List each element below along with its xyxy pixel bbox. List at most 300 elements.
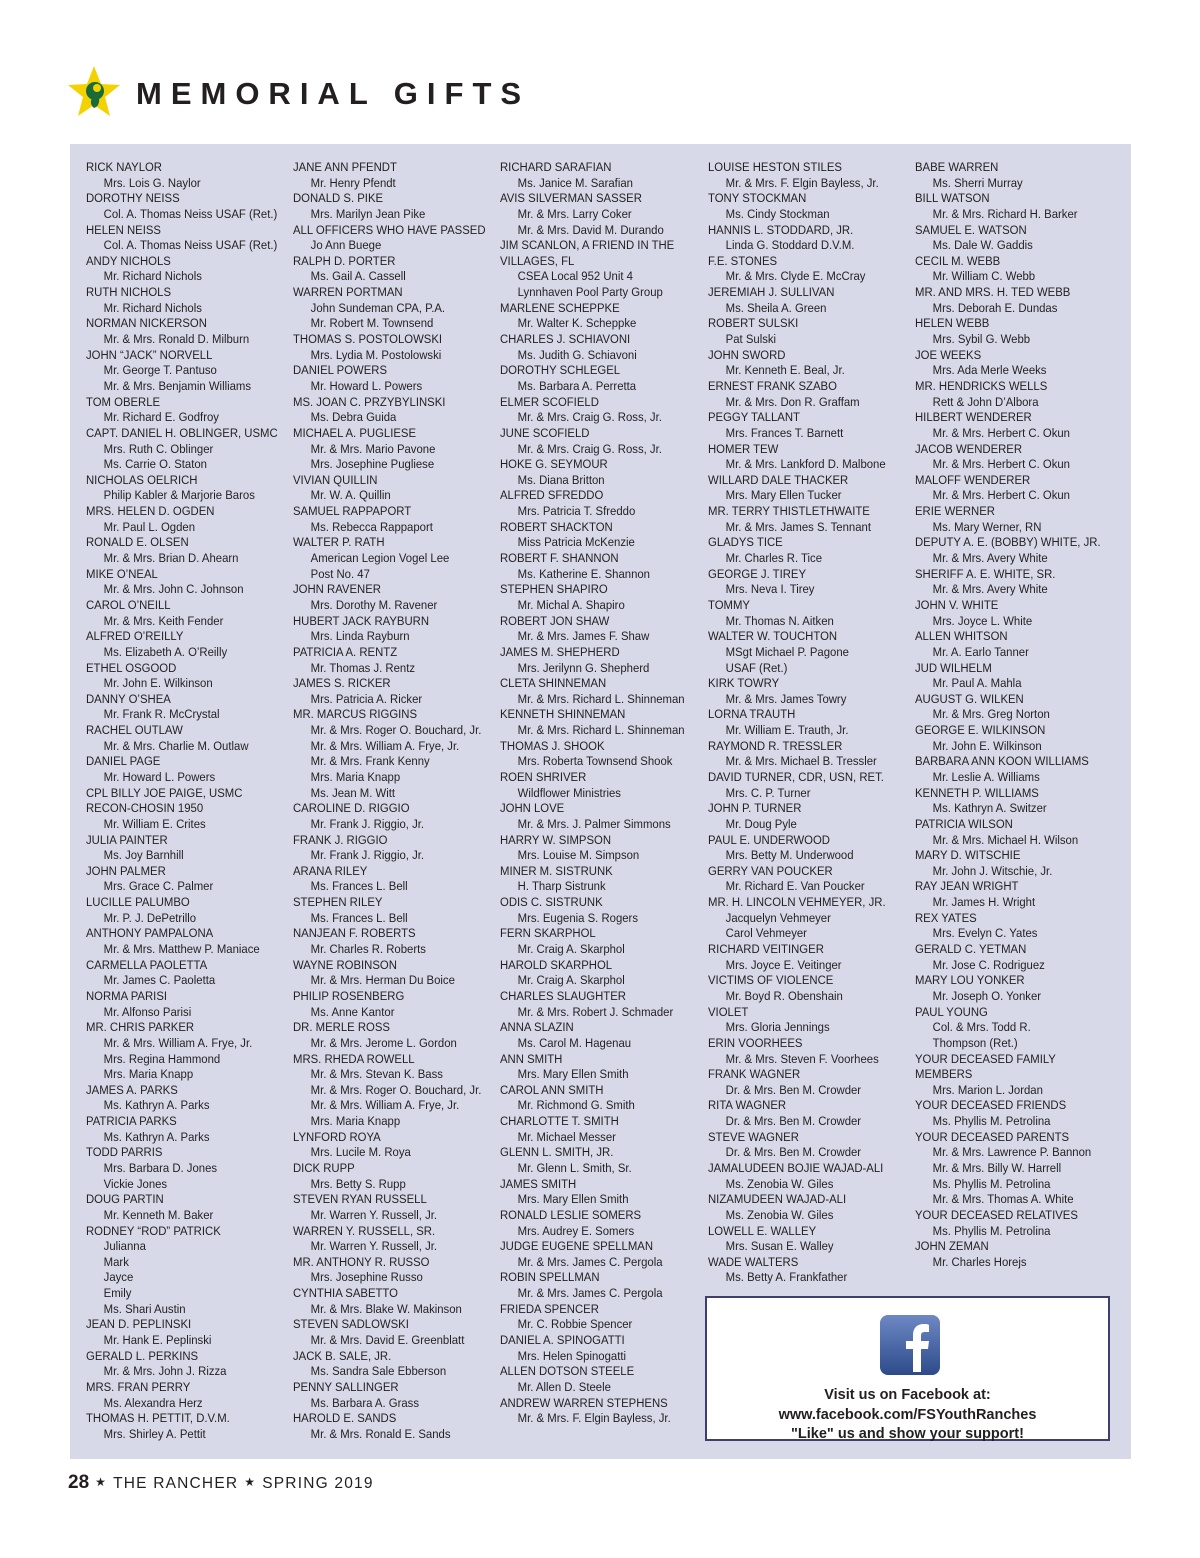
donor-name: Mr. & Mrs. Herman Du Boice bbox=[310, 973, 455, 988]
donor-name: Mr. Hank E. Peplinski bbox=[103, 1333, 212, 1348]
donor-name: Mr. John E. Wilkinson bbox=[103, 676, 213, 691]
donor-name: Mr. & Mrs. Michael H. Wilson bbox=[932, 832, 1079, 847]
page-number: 28 bbox=[68, 1472, 90, 1493]
donor-name: Mrs. Sybil G. Webb bbox=[932, 332, 1031, 347]
honoree-name: HARRY W. SIMPSON bbox=[500, 832, 612, 847]
donor-name: Mrs. Helen Spinogatti bbox=[517, 1348, 627, 1363]
donor-name: Mr. & Mrs. Herbert C. Okun bbox=[932, 457, 1070, 472]
honoree-name: JEREMIAH J. SULLIVAN bbox=[708, 285, 835, 300]
honoree-name: RAYMOND R. TRESSLER bbox=[708, 738, 843, 753]
honoree-name: HUBERT JACK RAYBURN bbox=[293, 613, 430, 628]
honoree-name: ROBERT F. SHANNON bbox=[500, 551, 619, 566]
honoree-name: PHILIP ROSENBERG bbox=[293, 988, 405, 1003]
donor-name: Rett & John D’Albora bbox=[932, 394, 1039, 409]
honoree-name: JOHN LOVE bbox=[500, 801, 565, 816]
donor-name: Mrs. Barbara D. Jones bbox=[103, 1161, 218, 1175]
honoree-name: NANJEAN F. ROBERTS bbox=[293, 926, 416, 941]
honoree-name: NIZAMUDEEN WAJAD-ALI bbox=[708, 1192, 847, 1207]
donor-name: Mr. George T. Pantuso bbox=[103, 363, 217, 378]
donor-name: Mrs. Patricia A. Ricker bbox=[310, 691, 423, 706]
memorial-column-2 bbox=[293, 160, 500, 1443]
donor-name: Mr. & Mrs. Steven F. Voorhees bbox=[725, 1051, 879, 1066]
donor-name: Mr. & Mrs. Blake W. Makinson bbox=[310, 1301, 462, 1316]
donor-name: Mrs. Louise M. Simpson bbox=[517, 848, 640, 863]
honoree-name: RICHARD VEITINGER bbox=[708, 942, 824, 957]
facebook-promo-box bbox=[705, 1296, 1110, 1441]
honoree-name: LUCILLE PALUMBO bbox=[86, 895, 190, 910]
donor-name: Mr. Howard L. Powers bbox=[103, 769, 216, 784]
donor-name: Mrs. Eugenia S. Rogers bbox=[517, 910, 639, 925]
honoree-name: MINER M. SISTRUNK bbox=[500, 863, 613, 878]
honoree-name: CHARLES J. SCHIAVONI bbox=[500, 332, 631, 347]
honoree-name: JOHN P. TURNER bbox=[708, 801, 802, 816]
donor-name: Mr. Michael Messer bbox=[517, 1129, 616, 1144]
donor-name: Mrs. Lydia M. Postolowski bbox=[310, 347, 442, 362]
donor-name: Mr. P. J. DePetrillo bbox=[103, 910, 197, 925]
donor-name: Mrs. Betty S. Rupp bbox=[310, 1176, 406, 1191]
honoree-name: JOHN ZEMAN bbox=[915, 1239, 989, 1254]
honoree-name: PATRICIA PARKS bbox=[86, 1114, 177, 1129]
donor-name: Jo Ann Buege bbox=[310, 238, 382, 253]
donor-name: Mrs. Mary Ellen Tucker bbox=[725, 488, 842, 503]
donor-name: Ms. Kathryn A. Parks bbox=[103, 1129, 210, 1144]
honoree-name: ALL OFFICERS WHO HAVE PASSED bbox=[293, 222, 486, 237]
donor-name: Post No. 47 bbox=[310, 566, 370, 581]
honoree-name: HILBERT WENDERER bbox=[915, 410, 1032, 425]
honoree-name: JAMES A. PARKS bbox=[86, 1082, 178, 1097]
donor-name: Mr. & Mrs. Matthew P. Maniace bbox=[103, 942, 260, 957]
honoree-name: HAROLD SKARPHOL bbox=[500, 957, 613, 972]
donor-name: Mr. & Mrs. Benjamin Williams bbox=[103, 378, 252, 393]
donor-name: Carol Vehmeyer bbox=[725, 926, 807, 941]
donor-name: Mr. Thomas N. Aitken bbox=[725, 613, 834, 628]
donor-name: Mr. Charles R. Tice bbox=[725, 551, 823, 566]
honoree-name: WADE WALTERS bbox=[708, 1254, 799, 1269]
honoree-name: CHARLOTTE T. SMITH bbox=[500, 1114, 619, 1129]
donor-name: Mr. Boyd R. Obenshain bbox=[725, 988, 843, 1003]
honoree-name: HOKE G. SEYMOUR bbox=[500, 457, 608, 472]
honoree-name: JANE ANN PFENDT bbox=[293, 160, 397, 174]
honoree-name: NORMA PARISI bbox=[86, 988, 168, 1003]
honoree-name: TONY STOCKMAN bbox=[708, 191, 807, 206]
honoree-name: GERRY VAN POUCKER bbox=[708, 863, 833, 878]
donor-name: Dr. & Mrs. Ben M. Crowder bbox=[725, 1145, 862, 1160]
donor-name: Mrs. Marion L. Jordan bbox=[932, 1082, 1043, 1097]
donor-name: Mr. Alfonso Parisi bbox=[103, 1004, 192, 1019]
donor-name: Mrs. Joyce E. Veitinger bbox=[725, 957, 842, 972]
honoree-name: STEPHEN SHAPIRO bbox=[500, 582, 608, 597]
honoree-name: KIRK TOWRY bbox=[708, 676, 780, 691]
donor-name: Mr. & Mrs. Lawrence P. Bannon bbox=[932, 1145, 1092, 1160]
honoree-name: MARLENE SCHEPPKE bbox=[500, 300, 620, 315]
honoree-name: ARANA RILEY bbox=[293, 863, 368, 878]
donor-name: Mr. & Mrs. Charlie M. Outlaw bbox=[103, 738, 249, 753]
donor-name: Mrs. Maria Knapp bbox=[310, 1114, 401, 1129]
honoree-name: RICHARD SARAFIAN bbox=[500, 160, 612, 174]
honoree-name: ALLEN WHITSON bbox=[915, 629, 1008, 644]
facebook-icon[interactable] bbox=[879, 1314, 941, 1376]
honoree-name: KENNETH SHINNEMAN bbox=[500, 707, 626, 722]
donor-name: Ms. Barbara A. Perretta bbox=[517, 378, 637, 393]
donor-name: Mr. & Mrs. Craig G. Ross, Jr. bbox=[517, 410, 662, 425]
donor-name: Mr. Craig A. Skarphol bbox=[517, 942, 625, 957]
honoree-name: DANNY O’SHEA bbox=[86, 691, 171, 706]
donor-name: Ms. Rebecca Rappaport bbox=[310, 519, 433, 534]
donor-name: CSEA Local 952 Unit 4 bbox=[517, 269, 633, 284]
donor-name: Mr. & Mrs. Don R. Graffam bbox=[725, 394, 860, 409]
donor-name: Wildflower Ministries bbox=[517, 785, 621, 800]
memorial-column-5 bbox=[915, 160, 1115, 1270]
honoree-name: WALTER P. RATH bbox=[293, 535, 385, 550]
memorial-column-1 bbox=[86, 160, 292, 1443]
donor-name: Mr. & Mrs. Brian D. Ahearn bbox=[103, 551, 239, 566]
donor-name: Mr. & Mrs. Roger O. Bouchard, Jr. bbox=[310, 1082, 482, 1097]
honoree-name: BABE WARREN bbox=[915, 160, 999, 174]
donor-name: Mr. & Mrs. Keith Fender bbox=[103, 613, 224, 628]
donor-name: Mrs. Lucile M. Roya bbox=[310, 1145, 411, 1160]
donor-name: Mr. & Mrs. John J. Rizza bbox=[103, 1364, 227, 1379]
honoree-name: MR. CHRIS PARKER bbox=[86, 1020, 195, 1035]
donor-name: Ms. Alexandra Herz bbox=[103, 1395, 203, 1410]
star-child-logo-icon bbox=[66, 64, 122, 120]
honoree-name: JUNE SCOFIELD bbox=[500, 425, 590, 440]
honoree-name: ANN SMITH bbox=[500, 1051, 563, 1066]
page-title: MEMORIAL GIFTS bbox=[136, 76, 531, 111]
honoree-name: PEGGY TALLANT bbox=[708, 410, 800, 425]
honoree-name: ERIN VOORHEES bbox=[708, 1035, 803, 1050]
donor-name: Mr. & Mrs. F. Elgin Bayless, Jr. bbox=[725, 175, 879, 190]
donor-name: Mrs. Gloria Jennings bbox=[725, 1020, 830, 1035]
donor-name: Philip Kabler & Marjorie Baros bbox=[103, 488, 255, 503]
honoree-name: SHERIFF A. E. WHITE, SR. bbox=[915, 566, 1056, 581]
donor-name: Col. A. Thomas Neiss USAF (Ret.) bbox=[103, 238, 278, 253]
honoree-name: CAROL ANN SMITH bbox=[500, 1082, 604, 1097]
donor-name: Mr. & Mrs. Herbert C. Okun bbox=[932, 488, 1070, 503]
honoree-name: CHARLES SLAUGHTER bbox=[500, 988, 626, 1003]
issue-name: SPRING 2019 bbox=[262, 1475, 374, 1492]
honoree-name: YOUR DECEASED FAMILY bbox=[915, 1051, 1056, 1066]
honoree-name: MR. H. LINCOLN VEHMEYER, JR. bbox=[708, 895, 886, 910]
honoree-name: THOMAS H. PETTIT, D.V.M. bbox=[86, 1411, 230, 1426]
donor-name: Mr. Kenneth E. Beal, Jr. bbox=[725, 363, 845, 378]
donor-name: Ms. Carol M. Hagenau bbox=[517, 1035, 632, 1050]
honoree-name: DOROTHY NEISS bbox=[86, 191, 180, 206]
donor-name: Mr. Frank J. Riggio, Jr. bbox=[310, 816, 425, 831]
honoree-name: DICK RUPP bbox=[293, 1161, 355, 1175]
honoree-name: MR. HENDRICKS WELLS bbox=[915, 378, 1048, 393]
honoree-name: WAYNE ROBINSON bbox=[293, 957, 397, 972]
donor-name: Dr. & Mrs. Ben M. Crowder bbox=[725, 1114, 862, 1129]
honoree-name: BARBARA ANN KOON WILLIAMS bbox=[915, 754, 1089, 769]
honoree-name: STEVEN RYAN RUSSELL bbox=[293, 1192, 427, 1207]
donor-name: Mr. William C. Webb bbox=[932, 269, 1036, 284]
donor-name: Mr. & Mrs. Billy W. Harrell bbox=[932, 1161, 1062, 1175]
donor-name: Mr. James H. Wright bbox=[932, 895, 1036, 910]
donor-name: Mr. & Mrs. James C. Pergola bbox=[517, 1254, 663, 1269]
donor-name: Jayce bbox=[103, 1270, 134, 1285]
honoree-name: HANNIS L. STODDARD, JR. bbox=[708, 222, 854, 237]
donor-name: Mrs. Marilyn Jean Pike bbox=[310, 206, 426, 221]
donor-name: Mrs. Ruth C. Oblinger bbox=[103, 441, 214, 456]
honoree-name: TOM OBERLE bbox=[86, 394, 161, 409]
donor-name: Col. A. Thomas Neiss USAF (Ret.) bbox=[103, 206, 278, 221]
memorial-column-4 bbox=[708, 160, 899, 1286]
honoree-name: SAMUEL E. WATSON bbox=[915, 222, 1027, 237]
donor-name: MSgt Michael P. Pagone bbox=[725, 644, 849, 659]
honoree-name: GLENN L. SMITH, JR. bbox=[500, 1145, 614, 1160]
honoree-name: GEORGE E. WILKINSON bbox=[915, 723, 1046, 738]
honoree-name: ANTHONY PAMPALONA bbox=[86, 926, 214, 941]
donor-name: Mr. & Mrs. Clyde E. McCray bbox=[725, 269, 866, 284]
honoree-name: WALTER W. TOUCHTON bbox=[708, 629, 838, 644]
donor-name: Mr. C. Robbie Spencer bbox=[517, 1317, 633, 1332]
donor-name: Ms. Dale W. Gaddis bbox=[932, 238, 1033, 253]
honoree-name: RONALD E. OLSEN bbox=[86, 535, 189, 550]
donor-name: Ms. Kathryn A. Switzer bbox=[932, 801, 1047, 816]
honoree-name: YOUR DECEASED PARENTS bbox=[915, 1129, 1070, 1144]
donor-name: Mr. Henry Pfendt bbox=[310, 175, 396, 190]
honoree-name: RITA WAGNER bbox=[708, 1098, 787, 1113]
honoree-name: RALPH D. PORTER bbox=[293, 253, 396, 268]
donor-name: Ms. Joy Barnhill bbox=[103, 848, 184, 863]
honoree-name: TOMMY bbox=[708, 597, 750, 612]
honoree-name: VILLAGES, FL bbox=[500, 253, 575, 268]
donor-name: Dr. & Mrs. Ben M. Crowder bbox=[725, 1082, 862, 1097]
honoree-name: DANIEL A. SPINOGATTI bbox=[500, 1333, 625, 1348]
honoree-name: RONALD LESLIE SOMERS bbox=[500, 1207, 642, 1222]
honoree-name: NORMAN NICKERSON bbox=[86, 316, 207, 331]
page-header bbox=[66, 64, 666, 124]
memorial-column-3 bbox=[500, 160, 699, 1427]
honoree-name: BILL WATSON bbox=[915, 191, 990, 206]
donor-name: Mrs. Betty M. Underwood bbox=[725, 848, 854, 863]
donor-name: Mr. Michal A. Shapiro bbox=[517, 597, 625, 612]
donor-name: Ms. Phyllis M. Petrolina bbox=[932, 1223, 1051, 1238]
donor-name: Mr. Richard Nichols bbox=[103, 269, 202, 284]
donor-name: Mr. & Mrs. James S. Tennant bbox=[725, 519, 871, 534]
honoree-name: WARREN Y. RUSSELL, SR. bbox=[293, 1223, 436, 1238]
donor-name: Mr. Richmond G. Smith bbox=[517, 1098, 635, 1113]
donor-name: Mr. & Mrs. Avery White bbox=[932, 551, 1048, 566]
honoree-name: JOHN “JACK” NORVELL bbox=[86, 347, 213, 362]
donor-name: Mr. & Mrs. Roger O. Bouchard, Jr. bbox=[310, 723, 482, 738]
honoree-name: RAY JEAN WRIGHT bbox=[915, 879, 1019, 894]
donor-name: Mr. & Mrs. Thomas A. White bbox=[932, 1192, 1074, 1207]
honoree-name: MR. TERRY THISTLETHWAITE bbox=[708, 504, 870, 519]
donor-name: Ms. Debra Guida bbox=[310, 410, 397, 425]
donor-name: Mr. & Mrs. Michael B. Tressler bbox=[725, 754, 877, 769]
donor-name: Mrs. Roberta Townsend Shook bbox=[517, 754, 673, 769]
publication-name: THE RANCHER bbox=[113, 1475, 239, 1492]
donor-name: USAF (Ret.) bbox=[725, 660, 788, 675]
honoree-name: ANDREW WARREN STEPHENS bbox=[500, 1395, 668, 1410]
donor-name: Mrs. Maria Knapp bbox=[103, 1067, 194, 1082]
honoree-name: CAROL O’NEILL bbox=[86, 597, 171, 612]
donor-name: Ms. Judith G. Schiavoni bbox=[517, 347, 637, 362]
donor-name: Mrs. Joyce L. White bbox=[932, 613, 1033, 628]
honoree-name: PAUL YOUNG bbox=[915, 1004, 988, 1019]
donor-name: Ms. Zenobia W. Giles bbox=[725, 1176, 834, 1191]
honoree-name: ALFRED O’REILLY bbox=[86, 629, 184, 644]
donor-name: Mr. & Mrs. Jerome L. Gordon bbox=[310, 1035, 457, 1050]
donor-name: Ms. Kathryn A. Parks bbox=[103, 1098, 210, 1113]
honoree-name: JACOB WENDERER bbox=[915, 441, 1023, 456]
honoree-name: GERALD C. YETMAN bbox=[915, 942, 1027, 957]
donor-name: Mrs. Maria Knapp bbox=[310, 769, 401, 784]
honoree-name: GLADYS TICE bbox=[708, 535, 783, 550]
donor-name: Mr. Warren Y. Russell, Jr. bbox=[310, 1239, 438, 1254]
donor-name: Mr. Richard Nichols bbox=[103, 300, 202, 315]
honoree-name: F.E. STONES bbox=[708, 253, 778, 268]
honoree-name: ERIE WERNER bbox=[915, 504, 995, 519]
donor-name: Mr. & Mrs. Ronald D. Milburn bbox=[103, 332, 250, 347]
facebook-url[interactable]: www.facebook.com/FSYouthRanches bbox=[778, 1406, 1037, 1423]
donor-name: Mr. Jose C. Rodriguez bbox=[932, 957, 1045, 972]
donor-name: Linda G. Stoddard D.V.M. bbox=[725, 238, 855, 253]
honoree-name: ALFRED SFREDDO bbox=[500, 488, 604, 503]
donor-name: Ms. Sheila A. Green bbox=[725, 300, 827, 315]
donor-name: Mr. Richard E. Godfroy bbox=[103, 410, 219, 425]
donor-name: Ms. Frances L. Bell bbox=[310, 910, 408, 925]
donor-name: Mr. W. A. Quillin bbox=[310, 488, 391, 503]
donor-name: Mrs. Neva I. Tirey bbox=[725, 582, 815, 597]
donor-name: Mr. Kenneth M. Baker bbox=[103, 1207, 214, 1222]
donor-name: Mrs. Jerilynn G. Shepherd bbox=[517, 660, 650, 675]
honoree-name: HELEN WEBB bbox=[915, 316, 990, 331]
donor-name: Mr. & Mrs. J. Palmer Simmons bbox=[517, 816, 671, 831]
donor-name: Mrs. Mary Ellen Smith bbox=[517, 1067, 629, 1082]
star-separator-icon: ★ bbox=[95, 1475, 108, 1489]
honoree-name: DONALD S. PIKE bbox=[293, 191, 384, 206]
honoree-name: STEVEN SADLOWSKI bbox=[293, 1317, 409, 1332]
honoree-name: DR. MERLE ROSS bbox=[293, 1020, 390, 1035]
donor-name: Jacquelyn Vehmeyer bbox=[725, 910, 831, 925]
honoree-name: STEPHEN RILEY bbox=[293, 895, 383, 910]
honoree-name: DAVID TURNER, CDR, USN, RET. bbox=[708, 769, 884, 784]
honoree-name: REX YATES bbox=[915, 910, 977, 925]
donor-name: Ms. Sandra Sale Ebberson bbox=[310, 1364, 447, 1379]
facebook-promo-text bbox=[707, 1386, 1108, 1445]
donor-name: H. Tharp Sistrunk bbox=[517, 879, 606, 894]
donor-name: Mr. Warren Y. Russell, Jr. bbox=[310, 1207, 438, 1222]
donor-name: Mr. & Mrs. Richard L. Shinneman bbox=[517, 723, 685, 738]
donor-name: Mrs. Deborah E. Dundas bbox=[932, 300, 1058, 315]
donor-name: Ms. Gail A. Cassell bbox=[310, 269, 406, 284]
donor-name: Mr. Allen D. Steele bbox=[517, 1379, 611, 1394]
honoree-name: DANIEL POWERS bbox=[293, 363, 388, 378]
honoree-name: GEORGE J. TIREY bbox=[708, 566, 807, 581]
honoree-name: TODD PARRIS bbox=[86, 1145, 163, 1160]
honoree-name: ELMER SCOFIELD bbox=[500, 394, 599, 409]
honoree-name: CAPT. DANIEL H. OBLINGER, USMC bbox=[86, 425, 278, 440]
donor-name: Mrs. Linda Rayburn bbox=[310, 629, 410, 644]
honoree-name: NICHOLAS OELRICH bbox=[86, 472, 198, 487]
honoree-name: AVIS SILVERMAN SASSER bbox=[500, 191, 642, 206]
honoree-name: MARY LOU YONKER bbox=[915, 973, 1025, 988]
honoree-name: CLETA SHINNEMAN bbox=[500, 676, 607, 691]
donor-name: Ms. Shari Austin bbox=[103, 1301, 186, 1316]
donor-name: Mr. William E. Trauth, Jr. bbox=[725, 723, 849, 738]
honoree-name: THOMAS S. POSTOLOWSKI bbox=[293, 332, 443, 347]
donor-name: Lynnhaven Pool Party Group bbox=[517, 285, 663, 300]
donor-name: Ms. Phyllis M. Petrolina bbox=[932, 1176, 1051, 1191]
honoree-name: MARY D. WITSCHIE bbox=[915, 848, 1021, 863]
donor-name: Mrs. Frances T. Barnett bbox=[725, 425, 844, 440]
donor-name: Ms. Cindy Stockman bbox=[725, 206, 830, 221]
donor-name: Mr. & Mrs. Larry Coker bbox=[517, 206, 632, 221]
donor-name: Mr. & Mrs. Greg Norton bbox=[932, 707, 1050, 722]
honoree-name: LOUISE HESTON STILES bbox=[708, 160, 842, 174]
honoree-name: PAUL E. UNDERWOOD bbox=[708, 832, 830, 847]
donor-name: Mrs. Dorothy M. Ravener bbox=[310, 597, 438, 612]
donor-name: Col. & Mrs. Todd R. bbox=[932, 1020, 1031, 1035]
honoree-name: JAMES SMITH bbox=[500, 1176, 577, 1191]
honoree-name: FRANK WAGNER bbox=[708, 1067, 801, 1082]
donor-name: Mr. Paul A. Mahla bbox=[932, 676, 1022, 691]
donor-name: Mrs. Josephine Pugliese bbox=[310, 457, 435, 472]
donor-name: Mr. Robert M. Townsend bbox=[310, 316, 434, 331]
honoree-name: RECON-CHOSIN 1950 bbox=[86, 801, 204, 816]
donor-name: Mr. James C. Paoletta bbox=[103, 973, 216, 988]
donor-name: Thompson (Ret.) bbox=[932, 1035, 1018, 1050]
donor-name: Mr. Joseph O. Yonker bbox=[932, 988, 1042, 1003]
donor-name: Ms. Barbara A. Grass bbox=[310, 1395, 420, 1410]
honoree-name: KENNETH P. WILLIAMS bbox=[915, 785, 1039, 800]
honoree-name: ANDY NICHOLS bbox=[86, 253, 171, 268]
honoree-name: MR. ANTHONY R. RUSSO bbox=[293, 1254, 430, 1269]
honoree-name: CARMELLA PAOLETTA bbox=[86, 957, 208, 972]
donor-name: Mr. Doug Pyle bbox=[725, 816, 797, 831]
donor-name: Mr. John E. Wilkinson bbox=[932, 738, 1042, 753]
donor-name: Mr. Howard L. Powers bbox=[310, 378, 423, 393]
honoree-name: JIM SCANLON, A FRIEND IN THE bbox=[500, 238, 675, 253]
donor-name: John Sundeman CPA, P.A. bbox=[310, 300, 446, 315]
donor-name: Ms. Zenobia W. Giles bbox=[725, 1207, 834, 1222]
donor-name: Julianna bbox=[103, 1239, 146, 1254]
honoree-name: MALOFF WENDERER bbox=[915, 472, 1031, 487]
donor-name: Mr. & Mrs. F. Elgin Bayless, Jr. bbox=[517, 1411, 671, 1426]
donor-name: Mr. & Mrs. Richard H. Barker bbox=[932, 206, 1078, 221]
honoree-name: RODNEY “ROD” PATRICK bbox=[86, 1223, 221, 1238]
honoree-name: LYNFORD ROYA bbox=[293, 1129, 381, 1144]
donor-name: Mr. & Mrs. James Towry bbox=[725, 691, 847, 706]
donor-name: Mr. Paul L. Ogden bbox=[103, 519, 196, 534]
donor-name: Ms. Frances L. Bell bbox=[310, 879, 408, 894]
donor-name: Mrs. Josephine Russo bbox=[310, 1270, 423, 1285]
honoree-name: DOUG PARTIN bbox=[86, 1192, 164, 1207]
honoree-name: SAMUEL RAPPAPORT bbox=[293, 504, 412, 519]
donor-name: Mark bbox=[103, 1254, 129, 1269]
honoree-name: JUD WILHELM bbox=[915, 660, 992, 675]
donor-name: Mr. & Mrs. Craig G. Ross, Jr. bbox=[517, 441, 662, 456]
donor-name: Mr. & Mrs. Lankford D. Malbone bbox=[725, 457, 886, 472]
honoree-name: HAROLD E. SANDS bbox=[293, 1411, 397, 1426]
donor-name: Mr. Thomas J. Rentz bbox=[310, 660, 416, 675]
honoree-name: ROEN SHRIVER bbox=[500, 769, 587, 784]
donor-name: Mr. Frank R. McCrystal bbox=[103, 707, 220, 722]
honoree-name: GERALD L. PERKINS bbox=[86, 1348, 199, 1363]
donor-name: Mr. Craig A. Skarphol bbox=[517, 973, 625, 988]
donor-name: American Legion Vogel Lee bbox=[310, 551, 450, 566]
donor-name: Mrs. Regina Hammond bbox=[103, 1051, 221, 1066]
honoree-name: FERN SKARPHOL bbox=[500, 926, 596, 941]
honoree-name: VIOLET bbox=[708, 1004, 749, 1019]
honoree-name: ANNA SLAZIN bbox=[500, 1020, 574, 1035]
donor-name: Mr. & Mrs. David E. Greenblatt bbox=[310, 1333, 465, 1348]
honoree-name: ROBERT SHACKTON bbox=[500, 519, 613, 534]
donor-name: Mrs. C. P. Turner bbox=[725, 785, 811, 800]
donor-name: Mr. & Mrs. David M. Durando bbox=[517, 222, 664, 237]
